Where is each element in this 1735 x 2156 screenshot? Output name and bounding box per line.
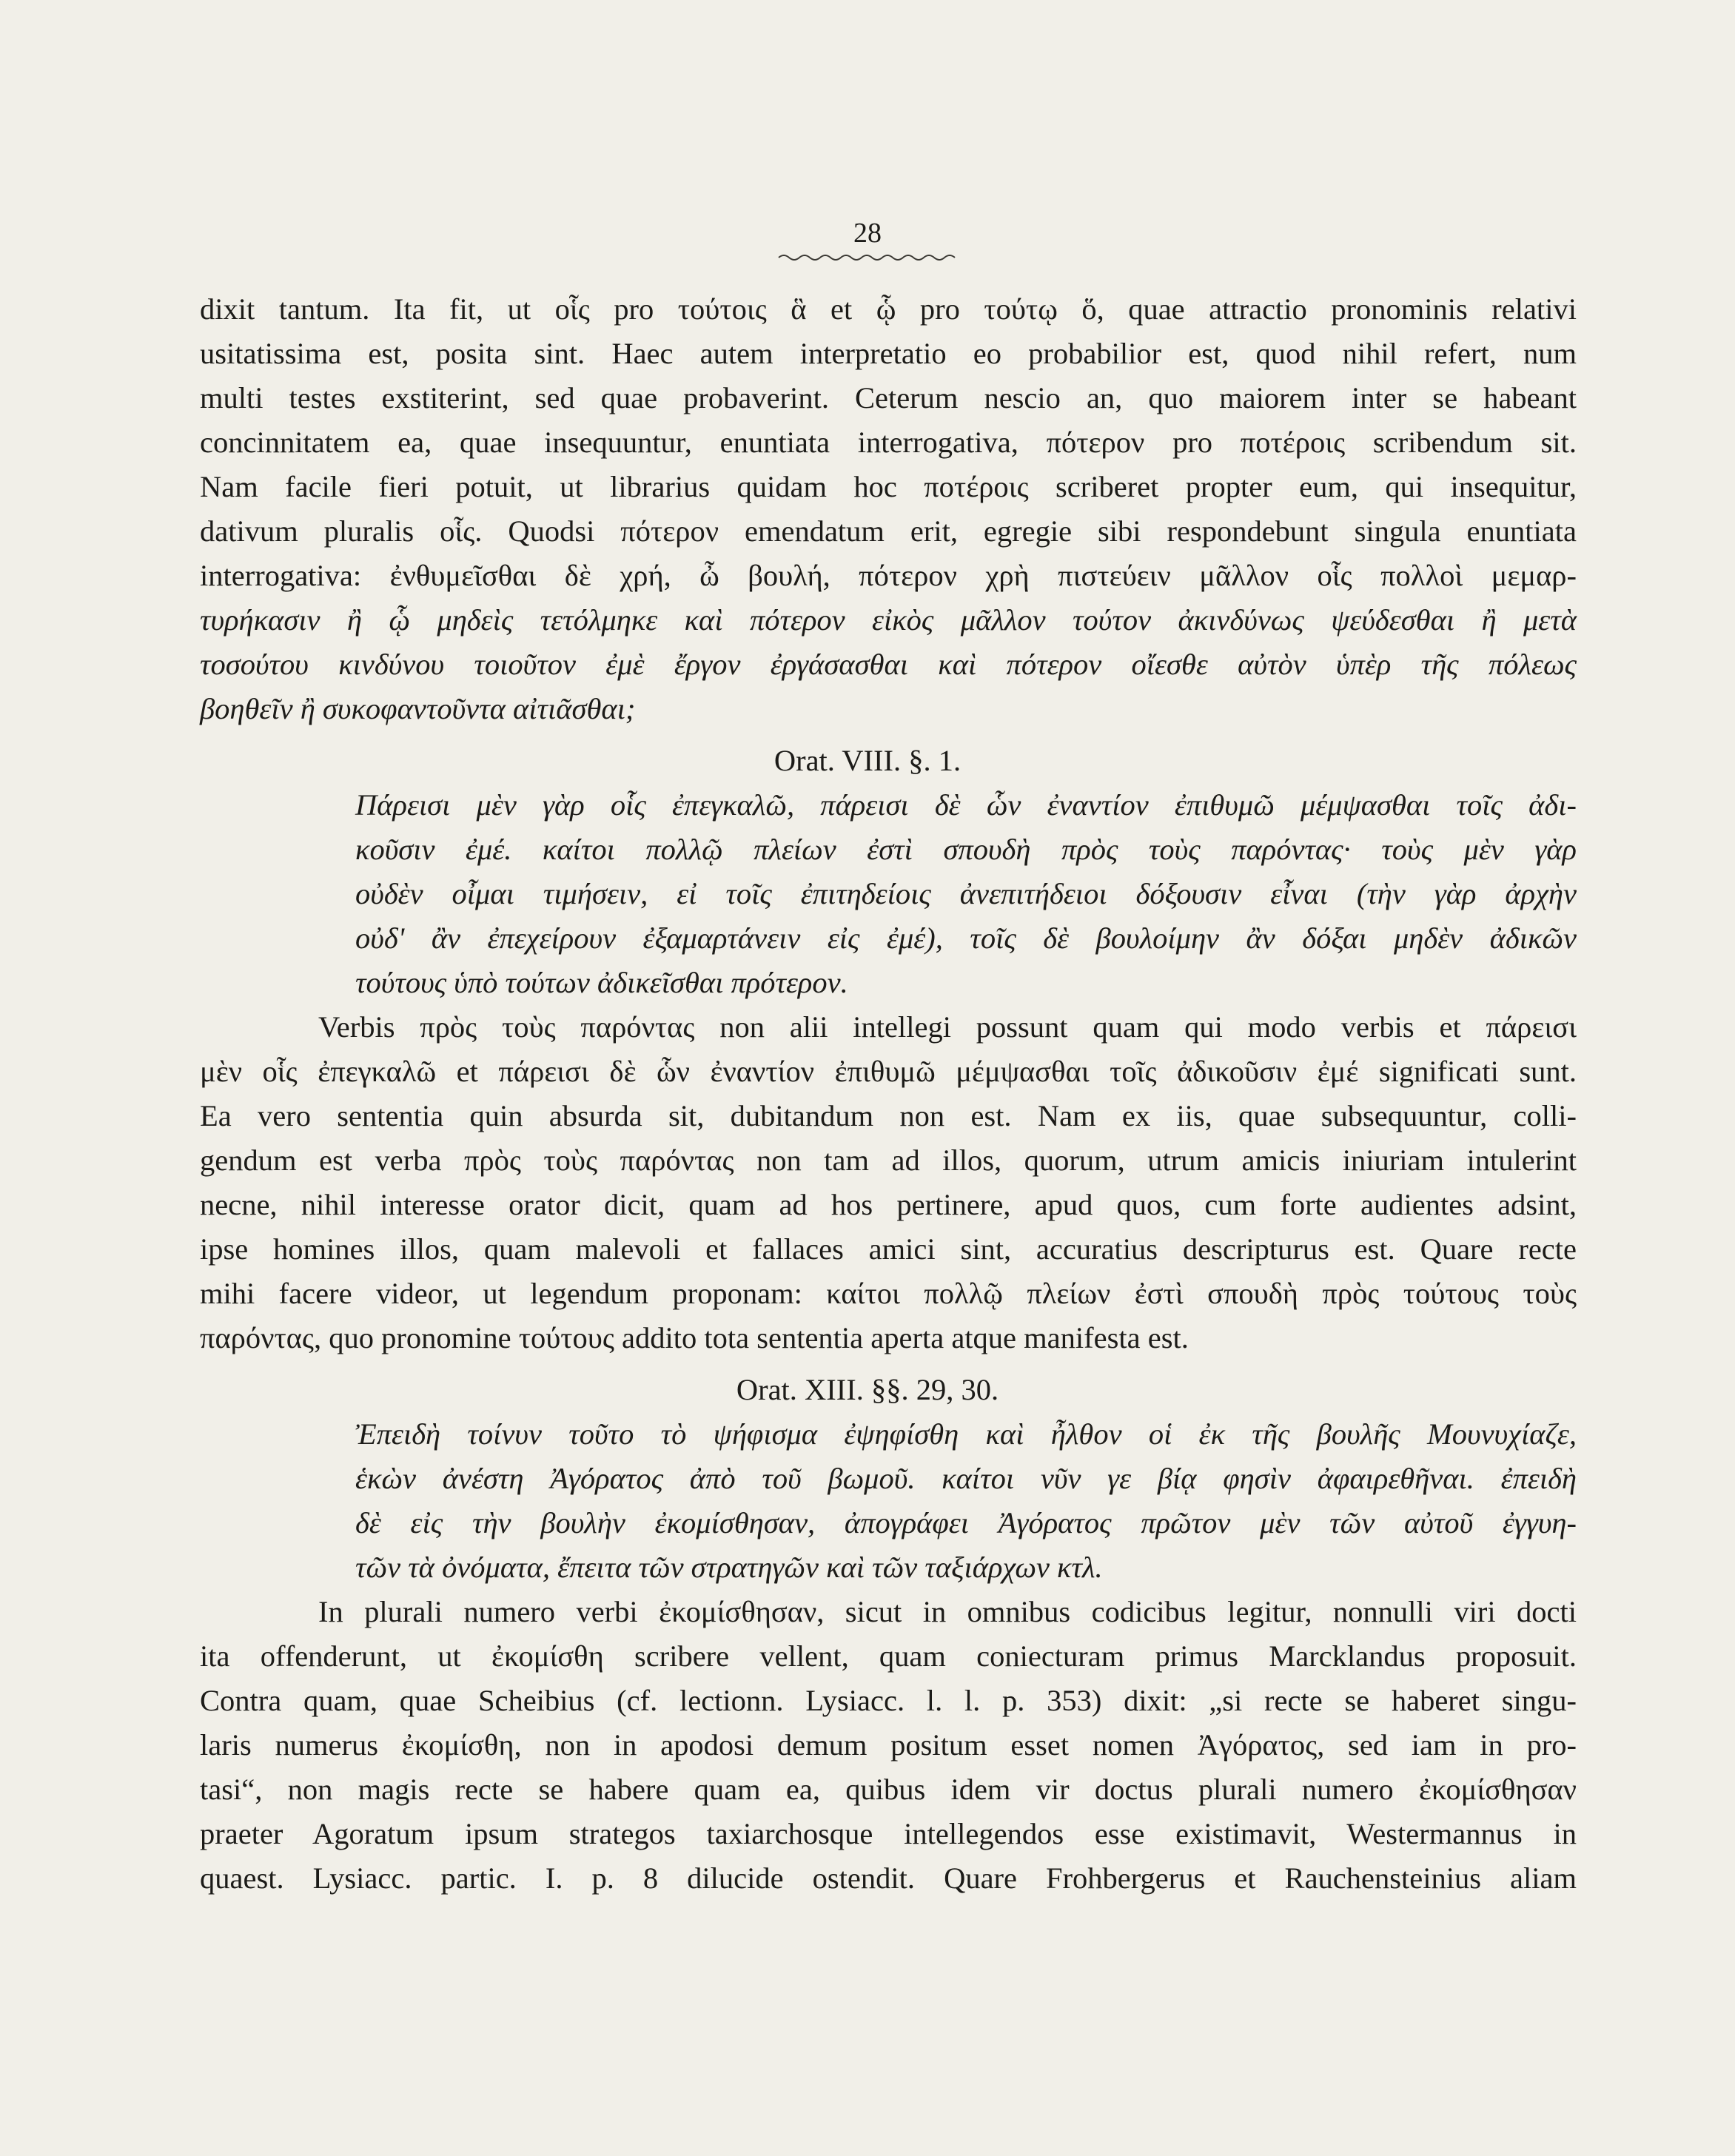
section-heading-orat-xiii: Orat. XIII. §§. 29, 30. <box>736 1373 999 1406</box>
greek-quote-line: τῶν τὰ ὀνόματα, ἔπειτα τῶν στρατηγῶν καὶ τῶν ταξιάρχων κτλ. <box>355 1551 1103 1584</box>
greek-quote-line: τούτους ὑπὸ τούτων ἀδικεῖσθαι πρότερον. <box>355 966 848 999</box>
paragraph-3-line: tasi“, non magis recte se habere quam ea, quibus idem vir doctus plurali numero ἐκομίσθησαν <box>200 1773 1577 1806</box>
paragraph-2-line: παρόντας, quo pronomine τούτους addito tota sententia aperta atque manifesta est. <box>200 1321 1189 1354</box>
greek-quote-line: Πάρεισι μὲν γὰρ οἷς ἐπεγκαλῶ, πάρεισι δὲ ὧν ἐναντίον ἐπιθυμῶ μέμψασθαι τοῖς ἀδι- <box>355 788 1577 822</box>
paragraph-1-line: dixit tantum. Ita fit, ut οἷς pro τούτοις ἃ et ᾧ pro τούτῳ ὅ, quae attractio pronominis relativi <box>200 292 1577 326</box>
paragraph-1-line: τοσούτου κινδύνου τοιοῦτον ἐμὲ ἔργον ἐργάσασθαι καὶ πότερον οἴεσθε αὐτὸν ὑπὲρ τῆς πόλεως <box>200 648 1577 681</box>
paragraph-2-line: mihi facere videor, ut legendum proponam: καίτοι πολλῷ πλείων ἐστὶ σπουδὴ πρὸς τούτους τοὺς <box>200 1277 1577 1310</box>
paragraph-1-line: interrogativa: ἐνθυμεῖσθαι δὲ χρή, ὦ βουλή, πότερον χρὴ πιστεύειν μᾶλλον οἷς πολλοὶ μεμαρ- <box>200 559 1577 592</box>
paragraph-2-line: gendum est verba πρὸς τοὺς παρόντας non tam ad illos, quorum, utrum amicis iniuriam intulerint <box>200 1144 1577 1177</box>
paragraph-3-line: quaest. Lysiacc. partic. I. p. 8 dilucide ostendit. Quare Frohbergerus et Rauchensteinius aliam <box>200 1861 1577 1895</box>
greek-quote-line: οὐδὲν οἶμαι τιμήσειν, εἰ τοῖς ἐπιτηδείοις ἀνεπιτήδειοι δόξουσιν εἶναι (τὴν γὰρ ἀρχὴν <box>355 877 1577 910</box>
paragraph-3-line: laris numerus ἐκομίσθη, non in apodosi demum positum esset nomen Ἀγόρατος, sed iam in pro- <box>200 1728 1577 1762</box>
paragraph-1-line: Nam facile fieri potuit, ut librarius quidam hoc ποτέροις scriberet propter eum, qui insequitur, <box>200 470 1577 503</box>
page-number: 28 <box>853 218 882 249</box>
paragraph-2-line: μὲν οἷς ἐπεγκαλῶ et πάρεισι δὲ ὧν ἐναντίον ἐπιθυμῶ μέμψασθαι τοῖς ἀδικοῦσιν ἐμέ significati sunt. <box>200 1055 1577 1088</box>
paragraph-2-line: Ea vero sententia quin absurda sit, dubitandum non est. Nam ex iis, quae subsequuntur, colli- <box>200 1099 1577 1132</box>
paragraph-2-line: Verbis πρὸς τοὺς παρόντας non alii intellegi possunt quam qui modo verbis et πάρεισι <box>318 1010 1577 1044</box>
paragraph-1-line: concinnitatem ea, quae insequuntur, enuntiata interrogativa, πότερον pro ποτέροις scribendum sit. <box>200 426 1577 459</box>
paragraph-2-line: necne, nihil interesse orator dicit, quam ad hos pertinere, apud quos, cum forte audientes adsint, <box>200 1188 1577 1221</box>
paragraph-2-line: ipse homines illos, quam malevoli et fallaces amici sint, accuratius descripturus est. Quare recte <box>200 1232 1577 1266</box>
paragraph-1-line: usitatissima est, posita sint. Haec autem interpretatio eo probabilior est, quod nihil refert, num <box>200 337 1577 370</box>
section-heading-orat-viii: Orat. VIII. §. 1. <box>773 744 962 777</box>
paragraph-3-line: Contra quam, quae Scheibius (cf. lectionn. Lysiacc. l. l. p. 353) dixit: „si recte se haberet singu- <box>200 1684 1577 1717</box>
page-number-ornament <box>777 252 962 263</box>
paragraph-3-line: ita offenderunt, ut ἐκομίσθη scribere vellent, quam coniecturam primus Marcklandus proposuit. <box>200 1639 1577 1673</box>
paragraph-1-line: dativum pluralis οἷς. Quodsi πότερον emendatum erit, egregie sibi respondebunt singula enuntiata <box>200 514 1577 548</box>
paragraph-3-line: praeter Agoratum ipsum strategos taxiarchosque intellegendos esse existimavit, Westermannus in <box>200 1817 1577 1850</box>
greek-quote-line: Ἐπειδὴ τοίνυν τοῦτο τὸ ψήφισμα ἐψηφίσθη καὶ ἦλθον οἱ ἐκ τῆς βουλῆς Μουνυχίαζε, <box>355 1417 1577 1451</box>
paragraph-1-line: τυρήκασιν ἢ ᾧ μηδεὶς τετόλμηκε καὶ πότερον εἰκὸς μᾶλλον τούτον ἀκινδύνως ψεύδεσθαι ἢ μετὰ <box>200 603 1577 637</box>
paragraph-1-line: multi testes exstiterint, sed quae probaverint. Ceterum nescio an, quo maiorem inter se habeant <box>200 381 1577 414</box>
paragraph-1-line: βοηθεῖν ἢ συκοφαντοῦντα αἰτιᾶσθαι; <box>200 692 636 725</box>
greek-quote-line: δὲ εἰς τὴν βουλὴν ἐκομίσθησαν, ἀπογράφει Ἀγόρατος πρῶτον μὲν τῶν αὐτοῦ ἐγγυη- <box>355 1506 1577 1539</box>
paragraph-3-line: In plurali numero verbi ἐκομίσθησαν, sicut in omnibus codicibus legitur, nonnulli viri docti <box>318 1595 1577 1628</box>
greek-quote-line: κοῦσιν ἐμέ. καίτοι πολλῷ πλείων ἐστὶ σπουδὴ πρὸς τοὺς παρόντας· τοὺς μὲν γὰρ <box>355 833 1577 866</box>
greek-quote-line: ἑκὼν ἀνέστη Ἀγόρατος ἀπὸ τοῦ βωμοῦ. καίτοι νῦν γε βίᾳ φησὶν ἀφαιρεθῆναι. ἐπειδὴ <box>355 1462 1577 1495</box>
greek-quote-line: οὐδ' ἂν ἐπεχείρουν ἐξαμαρτάνειν εἰς ἐμέ), τοῖς δὲ βουλοίμην ἂν δόξαι μηδὲν ἀδικῶν <box>355 921 1577 955</box>
